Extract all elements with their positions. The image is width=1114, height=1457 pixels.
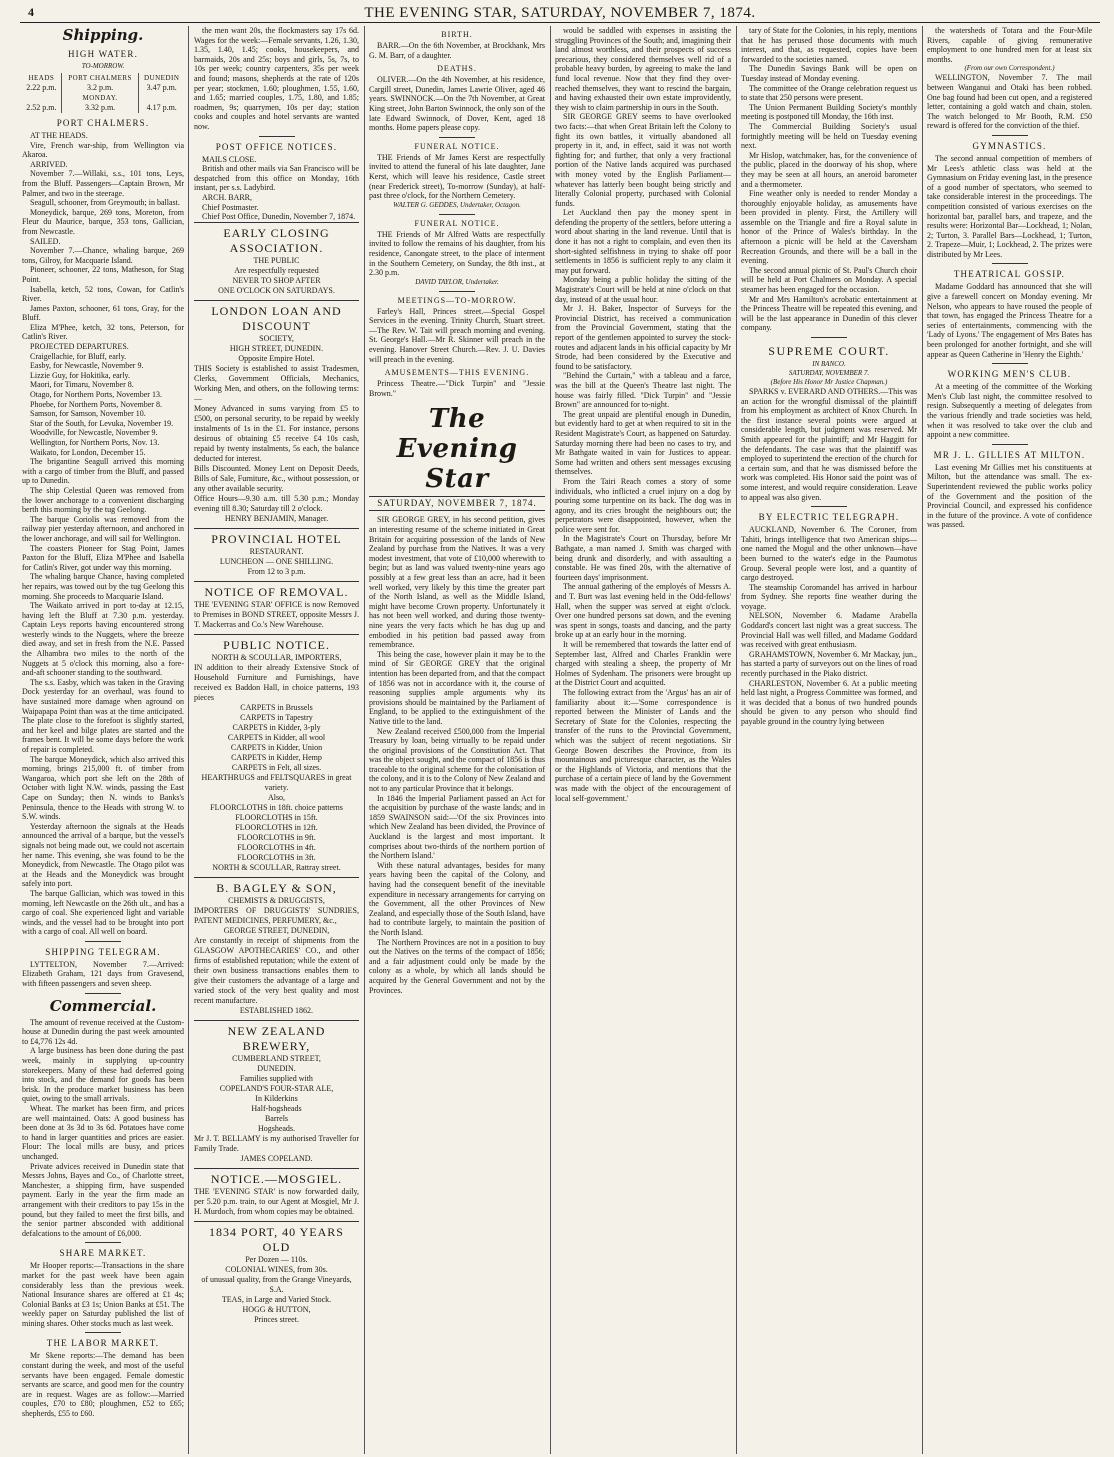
ad-line: PUBLIC NOTICE. [223,637,330,652]
tide-cell: 3.2 p.m. [61,83,139,93]
news-paragraph: The Dunedin Savings Bank will be open on Tuesday instead of Monday evening. [741,64,917,83]
ad-line: THE 'EVENING STAR' is now forwarded daily, per 5.20 p.m. train, to our Agent at Mosgiel, Mr J. H. Murdoch, from whom copies may be obtained. [194,1186,359,1216]
shipping-line: Easby, for Newcastle, November 9. [30,361,144,371]
shipping-line: Moneydick, barque, 269 tons, Moreton, from Fleur du Maurice, barque, 353 tons, Gallician, from Newcastle. [22,207,184,236]
divider [439,291,475,292]
column-rule [188,26,189,1454]
ad-line: CARPETS in Felt, all sizes. [231,762,322,772]
funeral-notice-text: THE Friends of Mr Alfred Watts are respectfully invited to follow the remains of his daughter, from his residence, Canongate street, to the place of interment in the Southern Cemetery, on Sunday, the 8th inst., at 2.30 p.m. [369,229,545,278]
removal-notice-ad [194,581,359,634]
shipping-paragraph: The barque Moneydick, which also arrived this morning, brings 215,000 ft. of timber from Wangaroa, which port she left on the 28th of October with light N.W. winds, passing the East Cape on Sunday; then N. winds to Banks's Peninsula, thence to the Heads with strong W. to S.W. winds. [22,754,184,822]
divider [259,136,295,137]
tide-cell: MONDAY. [61,93,139,103]
header-rule [20,22,1100,23]
ad-line: Half-hogsheads [251,1103,302,1113]
tide-row [22,83,184,93]
ad-line: Are respectfully requested [234,265,319,275]
ad-line: Mr J. T. BELLAMY is my authorised Traveller for Family Trade. [194,1133,359,1153]
supreme-court-heading: SUPREME COURT. [768,344,890,358]
shipping-line: ARRIVED. [30,159,68,169]
shipping-paragraph: The s.s. Easby, which was taken in the Graving Dock yesterday for an overhaul, was found to have sustained more damage when aground on Waipapapa Point than was at the time anticipated. The plate close to the forefoot is slightly started, and her keel and bilge plates are started and the frames bent. It will be some days before the work of repair is completed. [22,677,184,754]
telegraph-news [741,525,917,726]
ad-line: Are constantly in receipt of shipments from the GLASGOW APOTHECARIES' CO., and other firms of established reputation; while the extent of their own business transactions enables them to give their customers the advantage of a large and varied stock of the very best quality and most recent manufacture. [194,935,359,1005]
ad-line: NORTH & SCOULLAR, IMPORTERS, [211,652,342,662]
loan-society-ad [194,300,359,528]
shipping-line: Maori, for Timaru, November 8. [30,380,134,390]
shipping-paragraph: The barque Gallician, which was towed in this morning, left Newcastle on the 26th ult., and has a cargo of coal. She experienced light and variable winds, and the vessel had to be brought into port with a cargo of coal. All well on board. [22,888,184,937]
column-advertisements [194,26,359,1454]
news-paragraph: The great unpaid are plentiful enough in Dunedin, but evidently hard to get at when required to sit in the Resident Magistrate's Court, as happened on Saturday. Saturday morning there had been no cases to try, and Mr Bathgate waited in vain for Justices to appear. Some had written and others sent messages excusing themselves. [555,409,731,477]
ad-line: ESTABLISHED 1862. [239,1005,314,1015]
column-shipping [22,26,184,1454]
shipping-line: Woodville, for Newcastle, November 9. [30,428,158,438]
leader-paragraph: This being the case, however plain it may be to the mind of Sir GEORGE GREY that the original intention has been departed from, and that the compact of 1856 was not in accordance with it, the course of reasoning supplies ample arguments why its provisions should be maintained by the Parliament of England, to be applied to the extinguishment of the Native title to the land. [369,649,545,726]
telegraph-heading: BY ELECTRIC TELEGRAPH. [758,512,900,523]
news-paragraph: Mr Hislop, watchmaker, has, for the convenience of the public, placed in the doorway of his shop, where they may be seen at all hours, an aneroid barometer and a thermometer. [741,150,917,189]
ad-line: HEARTHRUGS and FELTSQUARES in great variety. [201,772,352,792]
shipping-paragraph: The Waikato arrived in port to-day at 12.15, having left the Bluff at 7.30 p.m. yesterday. Captain Leys reports having encountered strong westerly winds to the Nuggets, where the breeze died away, and set in fresh from the N.E. Passed the Alhambra two miles to the north of the Nuggets at 5 o'clock this morning, also a fore-and-aft schooner standing to the southward. [22,601,184,678]
shipping-line: Seagull, schooner, from Greymouth; in ballast. [30,198,180,208]
telegraph-continued: the watersheds of Totara and the Four-Mile Rivers, capable of giving remunerative employment to one hundred men for at least six months. [927,26,1092,64]
ad-line: CARPETS in Tapestry [240,712,313,722]
ad-line: CARPETS in Brussels [240,702,313,712]
shipping-paragraph: The barque Coriolis was removed from the railway pier yesterday afternoon, and anchored in the lower anchorage, and will sail for Wellington. [22,514,184,543]
early-closing-ad [194,222,359,300]
tide-cell: 3.47 p.m. [139,83,184,93]
amusements-heading: AMUSEMENTS—THIS EVENING. [384,368,530,378]
news-paragraph: Monday being a public holiday the sitting of the Magistrate's Court will be held at nine o'clock on that day, instead of at the usual hour. [555,275,731,304]
shipping-line: November 7.—Chance, whaling barque, 269 tons, Gilroy, for Macquarie Island. [22,246,184,265]
wellington-news: WELLINGTON, November 7. The mail between Wanganui and Otaki has been robbed. One bag found had been cut open, and a registered letter, containing a gold watch and chain, stolen. The watch belonged to Mr Booth, R.M. £50 reward is offered for the conviction of the thief. [927,73,1092,131]
ad-line: THE 'EVENING STAR' OFFICE is now Removed to Premises in BOND STREET, opposite Messrs J. T. Mackerras and Co.'s New Warehouse. [194,599,359,629]
shipping-paragraph: The ship Celestial Queen was removed from the lower anchorage to a convenient discharging berth this morning by the tug Geelong. [22,485,184,515]
divider [811,506,847,507]
commercial-paragraph: Private advices received in Dunedin state that Messrs Johns, Bayes and Co., of Charlotte street, Manchester, a shipping firm, have suspended payment. Early in the year the firm made an arrangement with their creditors to pay 15s in the pound, but they failed to meet the first bills, and the senior partner absconded with additional defalcations to the amount of £6,000. [22,1161,184,1238]
leading-article [369,515,545,995]
news-paragraph: The annual gathering of the employés of Messrs A. and T. Burt was last evening held in the Odd-fellows' Hall, when the supper was served at eight o'clock. Over one hundred persons sat down, and the evening was spent in songs, toasts and dancing, and the party broke up at an early hour in the morning. [555,582,731,640]
correspondent-label: (From our own Correspondent.) [964,64,1055,73]
news-paragraph: The second annual picnic of St. Paul's Church choir will be held at Port Chalmers on Monday. A special steamer has been engaged for the occasion. [741,265,917,295]
ad-line: IMPORTERS OF DRUGGISTS' SUNDRIES, PATENT MEDICINES, PERFUMERY, &c., [194,905,359,925]
gillies-heading: MR J. L. GILLIES AT MILTON. [933,449,1086,460]
provincial-hotel-ad [194,528,359,581]
ad-line: CARPETS in Kidder, Union [230,742,323,752]
labor-market-text: Mr Skene reports:—The demand has been constant during the week, and most of the useful servants have been engaged. Female domestic servants are scarce, and good men for the country are in request. Wages are as follow:—Married couples, £70 to £80; ploughmen, £52 to £65; shepherds, £55 to £60. [22,1351,184,1419]
leader-paragraph: With these natural advantages, besides for many years having been the capital of the Colony, and having had the consequent benefit of the inevitable expenditure in necessary arrangements for carrying on the Government, all the other Provinces of New Zealand, and especially those of the South Island, have had to contribute largely, to maintain the position of the North Island. [369,860,545,937]
shipping-line: SAILED. [30,236,61,246]
shipping-line: Star of the South, for Levuka, November 19. [30,418,174,428]
telegraph-paragraph: CHARLESTON, November 6. At a public meeting held last night, a Progress Committee was formed, and it was decided that a bonus of two hundred pounds should be given to any person who should find payable ground in the country lying between [741,678,917,726]
ad-line: B. BAGLEY & SON, [216,880,337,895]
ad-line: RESTAURANT. [249,546,304,556]
post-office-notice [194,155,359,222]
shipping-line: Craigellachie, for Bluff, early. [30,351,127,361]
gymnastics-heading: GYMNASTICS. [972,140,1047,151]
post-office-line: ARCH. BARR, [202,192,253,202]
post-office-line: Chief Post Office, Dunedin, November 7, 1874. [202,212,356,222]
in-banco-label: IN BANCO. [812,360,846,368]
tide-row [22,93,184,103]
divider [439,137,475,138]
deaths-heading: DEATHS. [437,64,477,74]
ad-line: ONE O'CLOCK ON SATURDAYS. [218,285,335,295]
post-office-line: MAILS CLOSE. [202,154,257,164]
column-rule [364,26,365,1454]
share-market-heading: SHARE MARKET. [59,1248,147,1259]
shipping-line: Lizzie Guy, for Hokitika, early. [30,370,131,380]
divider [811,337,847,338]
ad-line: HOGG & HUTTON, [242,1304,311,1314]
ad-line: FLOORCLOTHS in 9ft. [237,832,316,842]
ad-line: In Kilderkins [255,1093,298,1103]
commercial-paragraph: The amount of revenue received at the Custom-house at Dunedin during the past week amounted to £4,776 12s 4d. [22,1017,184,1046]
wine-merchant-ad [194,1221,359,1329]
shipping-line: Pioneer, schooner, 22 tons, Matheson, for Stag Point. [22,265,184,284]
shipping-line: James Paxton, schooner, 61 tons, Gray, for the Bluff. [22,303,184,323]
commercial-paragraph: A large business has been done during the past week, mainly in supplying up-country storekeepers. Many of these had deferred going into stock, and the demand for goods has been brisk. In the produce market business has been quiet, owing to the small arrivals. [22,1046,184,1104]
tide-row [22,73,184,83]
amusements-text: Princess Theatre.—"Dick Turpin" and "Jessie Brown." [369,379,545,398]
ad-line: From 12 to 3 p.m. [247,566,306,576]
tide-cell: 2.22 p.m. [26,83,57,92]
court-judge: (Before His Honor Mr Justice Chapman.) [770,378,888,386]
gymnastics-text: The second annual competition of members of Mr Lees's athletic class was held at the Gymnasium on Friday evening last, in the presence of a good number of spectators, who seemed to take considerable interest in the proceedings. The competition consisted of various exercises on the horizontal bar, parallel bars, and trapeze, and the results were: Horizontal Bar—Lockhead, 1; Nolan, 2; Turton, 3. Parallel Bars—Lockhead, 1; Turton, 2. Trapeze—Muir, 1; Lockhead, 2. The prizes were distributed by Mr Lees. [927,153,1092,259]
column-local-news [555,26,731,1454]
telegraph-paragraph: The steamship Coromandel has arrived in harbour from Sydney. She reports fine weather during the voyage. [741,582,917,611]
funeral-notice-text: THE Friends of Mr James Kerst are respectfully invited to attend the funeral of his late daughter, Jane Kerst, which will leave his residence, Castle street (near Frederick street), To-morrow (Sunday), at half-past three o'clock, for the Northern Cemetery. [369,152,545,201]
ad-line: Money Advanced in sums varying from £5 to £500, on personal security, to be repaid by weekly instalments of 1s in the £1. For instance, persons desirous of obtaining £5 receive £4 10s cash, repaid by twenty instalments, 5s each, the balance deducted for interest. [194,403,359,463]
post-office-line: Chief Postmaster. [202,202,259,212]
shipping-line: PROJECTED DEPARTURES. [30,342,129,352]
tide-cell: 4.17 p.m. [139,103,184,113]
ad-line: CARPETS in Kidder, 3-ply [232,722,321,732]
news-paragraph: Mr J. H. Baker, Inspector of Surveys for the Provincial District, has received a communication from the Provincial Government, stating that the report of the gentlemen appointed to survey the stock-routes and adjacent lands in his official capacity by Mr Strode, had been considered by the Executive and found to be satisfactory. [555,304,731,371]
divider [992,263,1028,264]
ad-line: CARPETS in Kidder, Hemp [231,752,322,762]
ad-line: HIGH STREET, DUNEDIN. [229,343,324,353]
undertaker-signature: DAVID TAYLOR, Undertaker. [415,277,499,286]
divider [85,1332,121,1333]
running-masthead: THE EVENING STAR, SATURDAY, NOVEMBER 7, 1874. [364,5,756,21]
brewery-ad [194,1020,359,1168]
shipping-line: Waikato, for London, December 15. [30,447,146,457]
ad-line: COLONIAL WINES, from 30s. [225,1264,328,1274]
ad-line: THIS Society is established to assist Tradesmen, Clerks, Government Officials, Mechanics, Working Men, and others, on the following terms:— [194,363,359,403]
ad-line: IN addition to their already Extensive Stock of Household Furniture and Furnishings, have received ex Baddon Hall, in choice patterns, 193 pieces [194,662,359,702]
commercial-paragraph: Wheat. The market has been firm, and prices are well maintained. Oats: A good business has been done at 3s 3d to 3s 6d. Potatoes have come to hand in larger quantities and prices are easier. Flour: The local mills are busy, and prices unchanged. [22,1104,184,1161]
theatrical-text: Madame Goddard has announced that she will give a farewell concert on Monday evening. Mr Nelson, who appears to have roused the people of that town, has engaged the Princess Theatre for a series of entertainments, commencing with the 'Lady of Lyons.' The engagement of Mrs Bates has been prolonged for another fortnight, and she will appear as Queen Catherine in 'Henry the Eighth.' [927,282,1092,359]
ad-line: SOCIETY, [259,333,294,343]
column-rule [736,26,737,1454]
ad-line: FLOORCLOTHS in 15ft. [235,812,318,822]
north-scoullar-ad [194,634,359,877]
tide-cell: PORT CHALMERS [61,73,139,83]
divider [992,135,1028,136]
ad-line: NORTH & SCOULLAR, Rattray street. [212,862,341,872]
divider [992,444,1028,445]
ad-line: Barrels [264,1113,289,1123]
news-paragraph: From the Tairi Reach comes a story of some individuals, who inflicted a cruel injury on a dog by pouring some turpentine on its back. The dog was in agony, and its cries brought the neighbours out; the perpetrators were disappointed, however, when the police were sent for. [555,476,731,534]
labor-market-heading: THE LABOR MARKET. [46,1338,160,1349]
port-chalmers-list [22,131,184,457]
tide-cell: 2.52 p.m. [26,103,57,112]
divider [85,941,121,942]
bagley-chemists-ad [194,877,359,1020]
news-paragraph: The committee of the Orange celebration request us to state that 250 persons were present. [741,83,917,103]
news-paragraph: Let Auckland then pay the money spent in defending the property of the settlers, before uttering a word about sharing in the land revenue. Until that is done it has not a right to complain, and even then its short-sighted selfishness in trying to shake off poor settlements in 1856 is sufficient reply to any claim it may put forward. [555,208,731,275]
port-chalmers-heading: PORT CHALMERS. [56,118,150,128]
working-mens-club-heading: WORKING MEN'S CLUB. [947,369,1072,380]
ad-line: Hogsheads. [257,1123,296,1133]
ad-line: CHEMISTS & DRUGGISTS, [228,895,325,905]
telegram-text: LYTTELTON, November 7.—Arrived: Elizabeth Graham, 121 days from Gravesend, with fifteen passengers and seven sheep. [22,959,184,989]
news-paragraph: tary of State for the Colonies, in his reply, mentions that he has perused those documents with much interest, and that, as requested, copies have been forwarded to the societies named. [741,26,917,64]
ad-line: 1834 PORT, 40 YEARS OLD [209,1224,344,1254]
telegraph-paragraph: GRAHAMSTOWN, November 6. Mr Mackay, jun., has started a party of surveyors out on the lines of road recently purchased in the Piako district. [741,649,917,679]
news-paragraph: The Union Permanent Building Society's monthly meeting is postponed till Monday, the 16th inst. [741,102,917,122]
share-market-text: Mr Hooper reports:—Transactions in the share market for the past week have been again considerably less than the previous week. National Insurance shares are offered at £1 4s; Colonial Banks at £3 1s; Union Banks at £51. The weekly paper on Saturday published the list of mining shares. Other stocks much as last week. [22,1261,184,1328]
shipping-paragraph: The brigantine Seagull arrived this morning with a cargo of timber from the Bluff, and passed up to Dunedin. [22,457,184,486]
leader-paragraph: The Northern Provinces are not in a position to buy out the Natives on the terms of the compact of 1856; and a fair adjustment could only be made by the colony as a whole, by which all lands should be acquired by the General Government and not by the Provinces. [369,937,545,995]
column-court-telegraph [741,26,917,1454]
issue-date: SATURDAY, NOVEMBER 7, 1874. [369,496,545,511]
theatrical-heading: THEATRICAL GOSSIP. [953,269,1066,280]
ad-line: Also, [267,792,286,802]
running-head [20,4,1100,22]
ad-line: Princes street. [254,1314,299,1324]
column-notices-leader [369,26,545,1454]
court-report: SPARKS v. EVERARD AND OTHERS.—This was an action for the wrongful dismissal of the plaintiff from his employment as architect of Knox Church. In the first instance several points were argued at considerable length, but judgment was reserved. Mr Smith appeared for the plaintiff; and Mr Haggitt for the defendants. The case was that the plaintiff was employed to superintend the erection of the church for a certain sum, and that he was dismissed before the work was completed. His Honor said the point was of some interest, and would require consideration. Leave to appeal was also given. [741,387,917,502]
ad-line: THE PUBLIC [253,255,300,265]
shipping-line: Isabella, ketch, 52 tons, Cowan, for Catlin's River. [22,284,184,304]
shipping-heading: Shipping. [62,26,144,44]
ad-line: FLOORCLOTHS in 3ft. [237,852,316,862]
tide-cell [139,93,184,103]
telegraph-paragraph: NELSON, November 6. Madame Arabella Goddard's concert last night was a great success. The Provincial Hall was well filled, and Madame Goddard was received with great enthusiasm. [741,611,917,650]
shipping-news [22,457,184,937]
undertaker-signature: WALTER G. GEDDES, Undertaker, Octagon. [393,200,521,209]
ad-line: FLOORCLOTHS in 12ft. [235,822,318,832]
ad-line: PROVINCIAL HOTEL [211,531,342,546]
tide-row [22,103,184,113]
news-paragraph: would be saddled with expenses in assisting the struggling Provinces of the South; and, imagining their land almost worthless, and their prospects of success precarious, they considered themselves well rid of a probable heavy burden, by agreeing to make the land fund local revenue. Now that they find they over-reached themselves, they want to rescind the bargain, and having exhausted their own estate improvidently, they wish to claim partnership in ours in the South. [555,26,731,112]
death-notices: OLIVER.—On the 4th November, at his residence, Cargill street, Dunedin, James Lawrie Oliver, aged 46 years. SWINNOCK.—On the 7th November, at Great King street, John Barton Swinnock, the only son of the late Edward Swinnock, of Dover, Kent, aged 18 months. Home papers please copy. [369,75,545,133]
ad-line: CUMBERLAND STREET, [232,1053,321,1063]
ad-line: EARLY CLOSING ASSOCIATION. [223,225,330,255]
shipping-paragraph: The coasters Pioneer for Stag Point, James Paxton for the Bluff, Eliza M'Phee and Isabella for Catlin's River, got under way this morning. [22,543,184,572]
ad-line: Families supplied with [240,1073,313,1083]
leader-paragraph: New Zealand received £500,000 from the Imperial Treasury by loan, being virtually to be repaid under the original provisions of the Constitution Act. That was the object sought, and the compact of 1856 is thus traceable to the original scheme for the colonisation of the colony, and it is to the Colony of New Zealand and not to any particular Province that it belongs. [369,726,545,794]
gillies-text: Last evening Mr Gillies met his constituents at Milton, but the attendance was small. The ex-Superintendent reviewed the public works policy of the Government and the position of the Provincial Council, and expressed his confidence in the future of the province. A vote of confidence was passed. [927,462,1092,530]
ad-line: FLOORCLOTHS in 18ft. choice patterns [210,802,343,812]
mosgiel-notice-ad [194,1168,359,1221]
meetings-text: Farley's Hall, Princes street.—Special Gospel Services in the evening. Trinity Church, Stuart street.—The Rev. W. Tait will preach morning and evening. St. George's Hall.—Mr R. Skinner will preach in the evening. Hanover Street Church.—Rev. J. U. Davies will preach in the evening. [369,306,545,364]
ad-line: Opposite Empire Hotel. [238,353,315,363]
ad-line: NOTICE.—MOSGIEL. [210,1171,343,1186]
ad-line: CARPETS in Kidder, all wool [227,732,326,742]
ad-line: DUNEDIN. [257,1063,296,1073]
ad-line: JAMES COPELAND. [240,1153,313,1163]
news-paragraph: "Behind the Curtain," with a tableau and a farce, was the bill at the Queen's Theatre last night. The house was fairly filled. "Dick Turpin" and "Jessie Brown" are announced for to-night. [555,371,731,410]
local-news-paragraphs [741,26,917,333]
tide-cell: HEADS [28,74,55,82]
ad-line: GEORGE STREET, DUNEDIN, [223,925,330,935]
local-news-paragraphs [555,26,731,803]
ad-line: of unusual quality, from the Grange Vineyards, S.A. [201,1274,352,1294]
ad-line: NOTICE OF REMOVAL. [204,584,349,599]
shipping-paragraph: Yesterday afternoon the signals at the Heads announced the arrival of a barque, but the vessel's signals not being made out, we could not ascertain her name. This evening, she was found to be the Moneydick, from Newcastle. The Otago pilot was at the Heads and the Moneydick was brought safely into port. [22,821,184,889]
divider [85,993,121,994]
working-mens-club-text: At a meeting of the committee of the Working Men's Club last night, the committee resolved to resign. Subsequently a meeting of delegates from the various friendly and trade societies was held, when it was resolved to take over the club and appoint a new committee. [927,382,1092,440]
wages-text: the men want 20s, the flockmasters say 17s 6d. Wages for the week:—Female servants, 1.26, 1.30, 1.35, 1.40, 1.45; cooks, housekeepers, and barmaids, 20s and 25s; boys and girls, 5s, 7s, to 10s per week; country carpenters, 35s per week and found; masons, shepherds at the rate of 120s per year; stockmen, 1.60; ploughmen, 1.55, 1.60, and 1.65; married couples, 1.75, 1.80, and 1.85; roadmen, 9s; quarrymen, 10s per day; station cooks and couples and hotel servants are wanted now. [194,26,359,131]
funeral-notice-heading: FUNERAL NOTICE. [414,218,500,228]
news-paragraph: Fine weather only is needed to render Monday a thoroughly enjoyable holiday, as amusements have been provided in plenty. First, the Artillery will assemble on the Triangle and fire a Royal salute in honor of the Prince of Wales's birthday. In the afternoon a picnic will be held at the Caversham Recreation Grounds, and there will be a ball in the evening. [741,189,917,266]
court-date: SATURDAY, NOVEMBER 7. [788,369,870,377]
shipping-line: AT THE HEADS. [30,131,88,140]
ad-line: NEVER TO SHOP AFTER [232,275,321,285]
ad-line: Per Dozen — 110s. [245,1254,308,1264]
telegram-heading: SHIPPING TELEGRAM. [45,946,161,957]
tide-cell: 3.32 p.m. [61,103,139,113]
page-number: 4 [28,5,34,19]
meetings-heading: MEETINGS—TO-MORROW. [397,295,517,305]
column-rule [550,26,551,1454]
ad-line: NEW ZEALAND BREWERY, [227,1023,326,1053]
post-office-heading: POST OFFICE NOTICES. [215,141,338,152]
ad-line: HENRY BENJAMIN, Manager. [224,513,329,523]
tide-cell: DUNEDIN [139,73,184,83]
shipping-paragraph: The whaling barque Chance, having completed her repairs, was towed out by the tug Geelong this morning. She proceeds to Macquarie Island. [22,572,184,601]
news-paragraph: The following extract from the 'Argus' has an air of familiarity about it:—'Some correspondence is reported between the Minister of Lands and the Secretary of State for the Colonies, respecting the transfer of the runs to the Provincial Government, which was the subject of recent negotiations. Sir George Bowen describes the Province, from its mountainous and picturesque character, as the Wales or the Highlands of Victoria, and mentions that the purchase of a certain piece of land by the Government was made with the object of the encouragement of local self-government.' [555,687,731,803]
ad-line: LONDON LOAN AND DISCOUNT [211,303,342,333]
high-water-heading: HIGH WATER. [67,49,139,59]
ad-line: TEAS, in Large and Varied Stock. [221,1294,332,1304]
tide-cell [22,93,61,103]
column-rule [922,26,923,1454]
divider [85,1242,121,1243]
news-paragraph: The Commercial Building Society's usual fortnightly meeting will be held on Tuesday evening next. [741,121,917,151]
ad-line: Office Hours—9.30 a.m. till 5.30 p.m.; Monday evening till 8.30; Saturday till 2 o'clock. [194,493,359,513]
post-office-line: British and other mails via San Francisco will be despatched from this office on Monday, 16th instant, per s.s. Ladybird. [194,164,359,193]
birth-notice: BARR.—On the 6th November, at Brockhank, Mrs G. M. Barr, of a daughter. [369,41,545,60]
news-paragraph: SIR GEORGE GREY seems to have overlooked two facts:—that when Great Britain left the Colony to fight its own battles, it virtually abandoned all property in it, and, in effect, said it was not worth fighting for; and further, that only a very fractional portion of the Native lands acquired was purchased with money voted by the English Parliament—whatever has latterly been bought being strictly and literally Colonial property, purchased with Colonial funds. [555,112,731,208]
news-paragraph: In the Magistrate's Court on Thursday, before Mr Bathgate, a man named J. Smith was charged with being drunk and disorderly, and with assaulting a constable. He was fined 20s, with the alternative of fourteen days' imprisonment. [555,534,731,582]
to-morrow-label: TO-MORROW. [81,62,125,70]
ad-line: Bills Discounted. Money Lent on Deposit Deeds, Bills of Sale, Furniture, &c., without possession, or any other available security. [194,463,359,493]
telegraph-paragraph: AUCKLAND, November 6. The Coroner, from Tahiti, brings intelligence that two American ships—one named the Mogul and the other unknown—have been burned to the water's edge in the Paumotus Group. Several people were lost, and a quantity of cargo destroyed. [741,525,917,583]
shipping-line: Wellington, for Northern Ports, Nov. 13. [30,438,160,447]
column-gymnastics-theatre [927,26,1092,1454]
commercial-news [22,1018,184,1239]
shipping-line: November 7.—Willaki, s.s., 101 tons, Leys, from the Bluff. Passengers—Captain Brown, Mr Palmer, and two in the steerage. [22,169,184,198]
tide-table [22,73,184,113]
leader-paragraph: SIR GEORGE GREY, in his second petition, gives an interesting resume of the scheme initiated in Great Britain for acquiring possession of the lands of New Zealand by purchase from the Natives. It was a very modest investment, that vote of £10,000 wherewith to begin; but as land was valued twenty-nine years ago possibly at a few great less than an acre, had it been well worked, very likely by this time the greater part of the North Island, as well as the Middle Island, might have become Crown property. Unfortunately it has not been well worked, and during those twenty-nine years the very facts which he has dug up and embodied in his petition bad passed away from remembrance. [369,515,545,650]
ad-line: COPELAND'S FOUR-STAR ALE, [219,1083,334,1093]
commercial-heading: Commercial. [49,996,157,1015]
ad-line: LUNCHEON — ONE SHILLING. [219,556,334,566]
shipping-line: Samson, for Samson, November 10. [30,409,146,419]
leader-paragraph: In 1846 the Imperial Parliament passed an Act for the acquisition by purchase of the waste lands; and in 1859 SWAINSON said:—'Of the six Provinces into which New Zealand has been divided, the Province of Auckland is the largest and most important. It comprises about two-thirds of the northern portion of the Northern Island.' [369,793,545,861]
shipping-line: Otago, for Northern Ports, November 13. [30,390,162,400]
divider [439,214,475,215]
news-paragraph: It will be remembered that towards the latter end of September last, Alfred and Charles Franklin were charged with stealing a sheep, the property of Mr Holmes of Sydenham. The prisoners were brought up at the District Court and acquitted. [555,640,731,688]
newspaper-nameplate: The Evening Star [396,404,518,495]
news-paragraph: Mr and Mrs Hamilton's acrobatic entertainment at the Princess Theatre will be repeated this evening, and will be the last appearance in Dunedin of this clever company. [741,294,917,333]
shipping-line: Vire, French war-ship, from Wellington via Akaroa. [22,140,184,160]
shipping-line: Phoebe, for Northern Ports, November 8. [30,399,162,409]
birth-heading: BIRTH. [441,30,473,39]
shipping-line: Eliza M'Phee, ketch, 32 tons, Peterson, for Catlin's River. [22,322,184,342]
divider [992,363,1028,364]
funeral-notice-heading: FUNERAL NOTICE. [414,141,500,151]
ad-line: FLOORCLOTHS in 4ft. [237,842,316,852]
